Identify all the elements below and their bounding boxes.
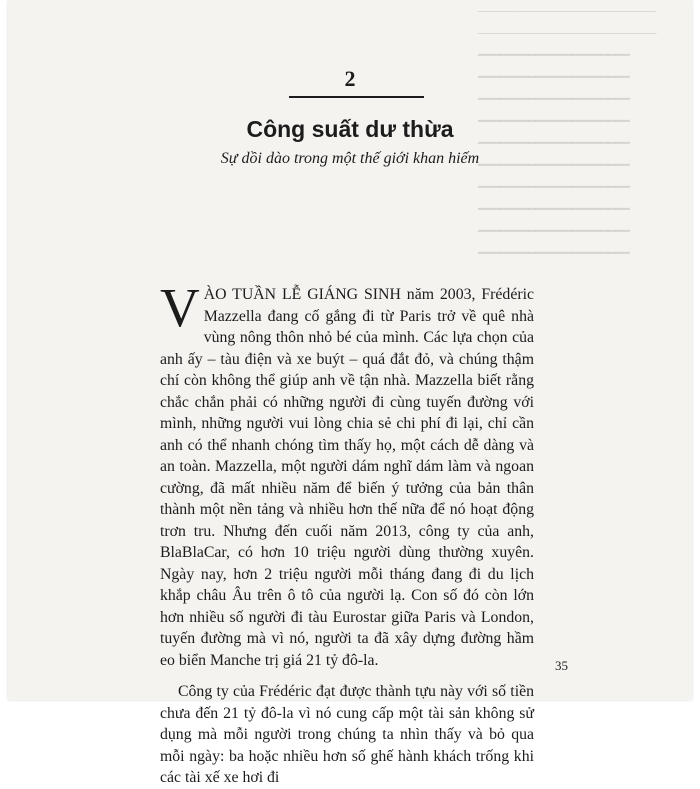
- drop-cap: V: [160, 277, 200, 338]
- bleed-through-text: ───────────────────── ───────────────────── ━━━━━━━━━━━━━━━━━━━━━ ━━━━━━━━━━━━━━━━━━━━━ ━━━━━━━━━━━━━━━━━━━━━ ━━━━━━━━━━━━━━━━━━━━━ ━━━━━━━━━━━━━━━━━━━━━ ━━━━━━━━━━━━━━━━━━━━━ ━━━━━━━━━━━━━━━━━━━━━ ━━━━━━━━━━━━━━━━━━━━━ ━━━━━━━━━━━━━━━━━━━━━ ━━━━━━━━━━━━━━━━━━━━━: [478, 4, 657, 260]
- chapter-number: 2: [344, 66, 356, 91]
- paragraph-1: [160, 277, 534, 671]
- book-page: [8, 0, 692, 786]
- chapter-title: Công suất dư thừa: [246, 116, 454, 142]
- paragraph-1-text: năm 2003, Frédéric Mazzella đang cố gắng đi từ Paris trở về quê nhà vùng nông thôn nhỏ bé của mình. Các lựa chọn của anh ấy – tàu điện và xe buýt – quá đắt đỏ, và chúng thậm chí còn không thể giúp anh về tận nhà. Mazzella biết rằng chắc chắn phải có những người đi cùng tuyến đường với mình, những người vui lòng chia sẻ chi phí đi lại, chỉ cần anh có thể nhanh chóng tìm thấy họ, một cách dễ dàng và an toàn. Mazzella, một người dám nghĩ dám làm và ngoan cường, đã mất nhiều năm để biến ý tưởng của bản thân thành một nền tảng và nhiều hơn thế nữa để nó hoạt động trơn tru. Nhưng đến cuối năm 2013, công ty của anh, BlaBlaCar, có hơn 10 triệu người dùng thường xuyên. Ngày nay, hơn 2 triệu người mỗi tháng đang đi du lịch khắp châu Âu trên ô tô của người lạ. Con số đó còn lớn hơn nhiều số người đi tàu Eurostar giữa Paris và London, tuyến đường mà vì nó, người ta đã xây dựng đường hầm eo biển Manche trị giá 21 tỷ đô-la.: [160, 286, 534, 669]
- chapter-subtitle: Sự dồi dào trong một thế giới khan hiếm: [220, 150, 480, 167]
- page-number: 35: [555, 658, 568, 673]
- chapter-divider: [289, 96, 424, 98]
- paragraph-2: Công ty của Frédéric đạt được thành tựu này với số tiền chưa đến 21 tỷ đô-la vì nó cung cấp một tài sản không sử dụng mà mỗi người trong chúng ta nhìn thấy và bỏ qua mỗi ngày: ba hoặc nhiều hơn số ghế hành khách trống khi các tài xế xe hơi đi: [160, 683, 534, 786]
- paragraph-lead: ÀO TUẦN LỄ GIÁNG SINH: [203, 286, 401, 303]
- body-text: [160, 277, 534, 789]
